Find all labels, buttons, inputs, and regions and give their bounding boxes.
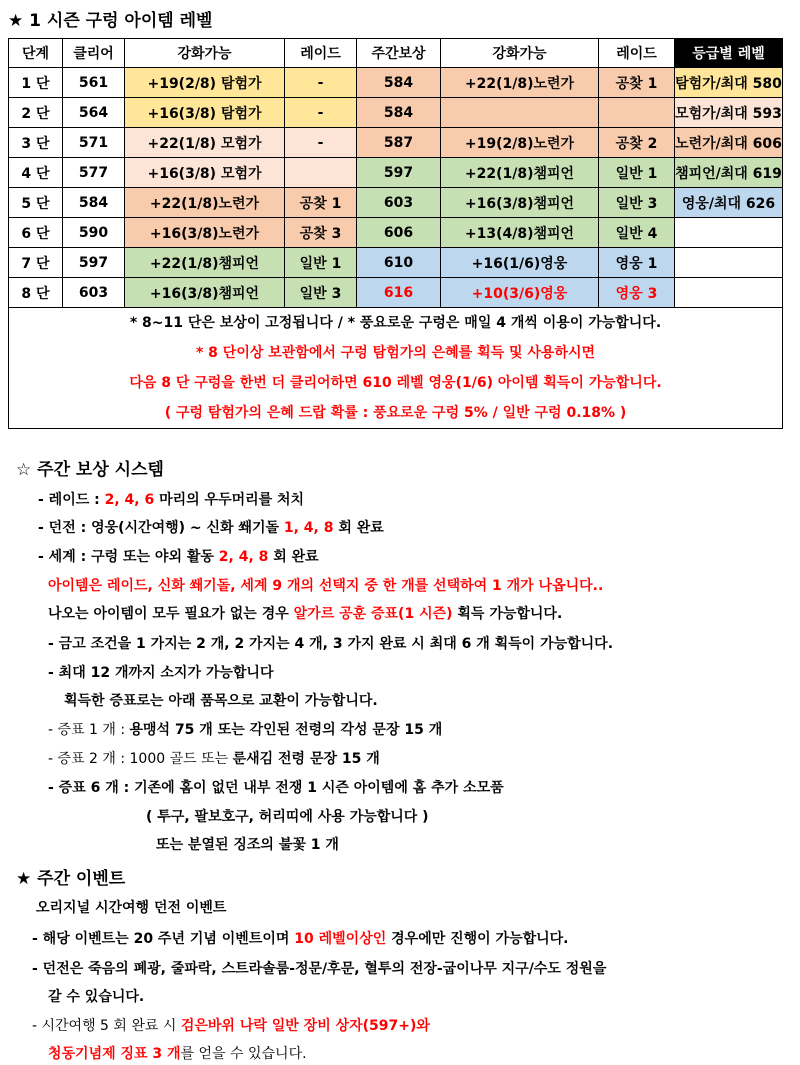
table-cell: +13(4/8)챔피언 (441, 218, 599, 248)
table-cell: 영웅 1 (599, 248, 675, 278)
weekly-token-line: 나오는 아이템이 모두 필요가 없는 경우 알가르 공훈 증표(1 시즌) 획득 가능합니다. (48, 606, 563, 622)
table-cell: +16(3/8) 탐험가 (125, 98, 285, 128)
table-cell: 616 (357, 278, 441, 308)
table-cell (599, 98, 675, 128)
table-cell: - (285, 68, 357, 98)
table-cell: 모험가/최대 593 (675, 98, 783, 128)
header-cell: 레이드 (285, 39, 357, 68)
weekly-exchange-6-sub1: ( 투구, 팔보호구, 허리띠에 사용 가능합니다 ) (146, 809, 429, 825)
table-cell: 7 단 (9, 248, 63, 278)
table-cell: +16(3/8)챔피언 (125, 278, 285, 308)
page-title: ★ 1 시즌 구렁 아이템 레벨 (8, 11, 213, 31)
table-cell: 8 단 (9, 278, 63, 308)
table-row (9, 158, 783, 188)
table-cell (441, 98, 599, 128)
table-cell: 584 (357, 68, 441, 98)
table-cell: 584 (357, 98, 441, 128)
weekly-vault-line: - 금고 조건을 1 가지는 2 개, 2 가지는 4 개, 3 가지 완료 시 최대 6 개 획득이 가능합니다. (48, 636, 614, 652)
table-cell: 일반 3 (599, 188, 675, 218)
notes-row (9, 308, 783, 429)
note-line: 다음 8 단 구렁을 한번 더 클리어하면 610 레벨 영웅(1/6) 아이템 획득이 가능합니다. (129, 375, 662, 391)
weekly-exchange-2: - 증표 2 개 : 1000 골드 또는 룬새김 전령 문장 15 개 (48, 751, 380, 767)
table-cell: +10(3/6)영웅 (441, 278, 599, 308)
table-cell: +22(1/8)챔피언 (125, 248, 285, 278)
table-row (9, 68, 783, 98)
header-cell: 단계 (9, 39, 63, 68)
weekly-world-line: - 세계 : 구렁 또는 야외 활동 2, 4, 8 회 완료 (38, 549, 319, 565)
table-cell: 노련가/최대 606 (675, 128, 783, 158)
level-table (8, 38, 783, 429)
table-cell: 597 (357, 158, 441, 188)
table-cell: 공찾 1 (285, 188, 357, 218)
event-line-2: - 던전은 죽음의 폐광, 줄파락, 스트라솔룸-정문/후문, 혈투의 전장-굽이나무 지구/수도 정원을 (32, 961, 607, 977)
table-cell: - (285, 128, 357, 158)
table-cell: +22(1/8)노련가 (441, 68, 599, 98)
table-cell: 590 (63, 218, 125, 248)
table-cell: 일반 1 (599, 158, 675, 188)
table-row (9, 278, 783, 308)
event-line-3: - 시간여행 5 회 완료 시 검은바위 나락 일반 장비 상자(597+)와 (32, 1018, 430, 1034)
table-cell: 597 (63, 248, 125, 278)
table-cell: 일반 3 (285, 278, 357, 308)
weekly-hold-line: - 최대 12 개까지 소지가 가능합니다 (48, 665, 274, 681)
table-row (9, 128, 783, 158)
event-line-2b: 갈 수 있습니다. (48, 989, 145, 1005)
table-cell (285, 158, 357, 188)
table-cell (675, 248, 783, 278)
table-cell: 603 (357, 188, 441, 218)
table-cell: 5 단 (9, 188, 63, 218)
table-cell: 탐험가/최대 580 (675, 68, 783, 98)
table-cell: 2 단 (9, 98, 63, 128)
event-line-1: - 해당 이벤트는 20 주년 기념 이벤트이며 10 레벨이상인 경우에만 진행이 가능합니다. (32, 931, 569, 947)
table-cell (675, 218, 783, 248)
table-cell: 영웅/최대 626 (675, 188, 783, 218)
table-cell (675, 278, 783, 308)
table-cell: 6 단 (9, 218, 63, 248)
header-cell: 클리어 (63, 39, 125, 68)
weekly-exchange-1: - 증표 1 개 : 용맹석 75 개 또는 각인된 전령의 각성 문장 15 개 (48, 722, 443, 738)
table-cell: 3 단 (9, 128, 63, 158)
table-cell: +16(1/6)영웅 (441, 248, 599, 278)
table-cell: +22(1/8)챔피언 (441, 158, 599, 188)
event-line-4: 청동기념제 징표 3 개를 얻을 수 있습니다. (48, 1046, 307, 1062)
weekly-exchange-6: - 증표 6 개 : 기존에 홈이 없던 내부 전쟁 1 시즌 아이템에 홈 추가 소모품 (48, 780, 504, 796)
table-cell: 577 (63, 158, 125, 188)
table-cell: 561 (63, 68, 125, 98)
table-cell: 챔피언/최대 619 (675, 158, 783, 188)
table-row (9, 98, 783, 128)
table-cell: +22(1/8) 모험가 (125, 128, 285, 158)
table-cell: +22(1/8)노련가 (125, 188, 285, 218)
table-cell: 4 단 (9, 158, 63, 188)
table-cell: 일반 4 (599, 218, 675, 248)
table-cell: 610 (357, 248, 441, 278)
weekly-dungeon-line: - 던전 : 영웅(시간여행) ~ 신화 쐐기돌 1, 4, 8 회 완료 (38, 520, 384, 536)
table-row (9, 218, 783, 248)
table-cell: +19(2/8) 탐험가 (125, 68, 285, 98)
table-cell: 571 (63, 128, 125, 158)
table-cell: +19(2/8)노련가 (441, 128, 599, 158)
table-cell: 587 (357, 128, 441, 158)
table-cell: 606 (357, 218, 441, 248)
notes-cell (9, 308, 783, 429)
table-header-row (9, 39, 783, 68)
table-cell: 584 (63, 188, 125, 218)
weekly-raid-line: - 레이드 : 2, 4, 6 마리의 우두머리를 처치 (38, 492, 305, 508)
note-line: * 8~11 단은 보상이 고정됩니다 / * 풍요로운 구렁은 매일 4 개씩 이용이 가능합니다. (129, 315, 662, 331)
table-cell: +16(3/8) 모험가 (125, 158, 285, 188)
weekly-section-title: ☆ 주간 보상 시스템 (16, 460, 164, 480)
table-cell: 영웅 3 (599, 278, 675, 308)
header-cell: 강화가능 (125, 39, 285, 68)
table-cell: 564 (63, 98, 125, 128)
table-cell: 603 (63, 278, 125, 308)
weekly-exchange-line: 획득한 증표로는 아래 품목으로 교환이 가능합니다. (64, 693, 378, 709)
weekly-item-line: 아이템은 레이드, 신화 쐐기돌, 세계 9 개의 선택지 중 한 개를 선택하여 1 개가 나옵니다.. (48, 578, 604, 594)
weekly-exchange-6-sub2: 또는 분열된 징조의 불꽃 1 개 (156, 837, 339, 853)
table-cell: 공찾 3 (285, 218, 357, 248)
table-row (9, 188, 783, 218)
table-cell: 공찾 2 (599, 128, 675, 158)
table-cell: 일반 1 (285, 248, 357, 278)
table-cell: 공찾 1 (599, 68, 675, 98)
header-cell: 주간보상 (357, 39, 441, 68)
event-subtitle: 오리지널 시간여행 던전 이벤트 (36, 900, 227, 916)
header-cell: 강화가능 (441, 39, 599, 68)
event-section-title: ★ 주간 이벤트 (16, 869, 126, 889)
table-cell: +16(3/8)챔피언 (441, 188, 599, 218)
table-cell: - (285, 98, 357, 128)
note-line: * 8 단이상 보관함에서 구렁 탐험가의 은혜를 획득 및 사용하시면 (195, 345, 596, 361)
table-row (9, 248, 783, 278)
table-cell: 1 단 (9, 68, 63, 98)
table-cell: +16(3/8)노련가 (125, 218, 285, 248)
header-cell: 등급별 레벨 (675, 39, 783, 68)
header-cell: 레이드 (599, 39, 675, 68)
note-line: ( 구렁 탐험가의 은혜 드랍 확률 : 풍요로운 구렁 5% / 일반 구렁 0.18% ) (164, 405, 627, 421)
